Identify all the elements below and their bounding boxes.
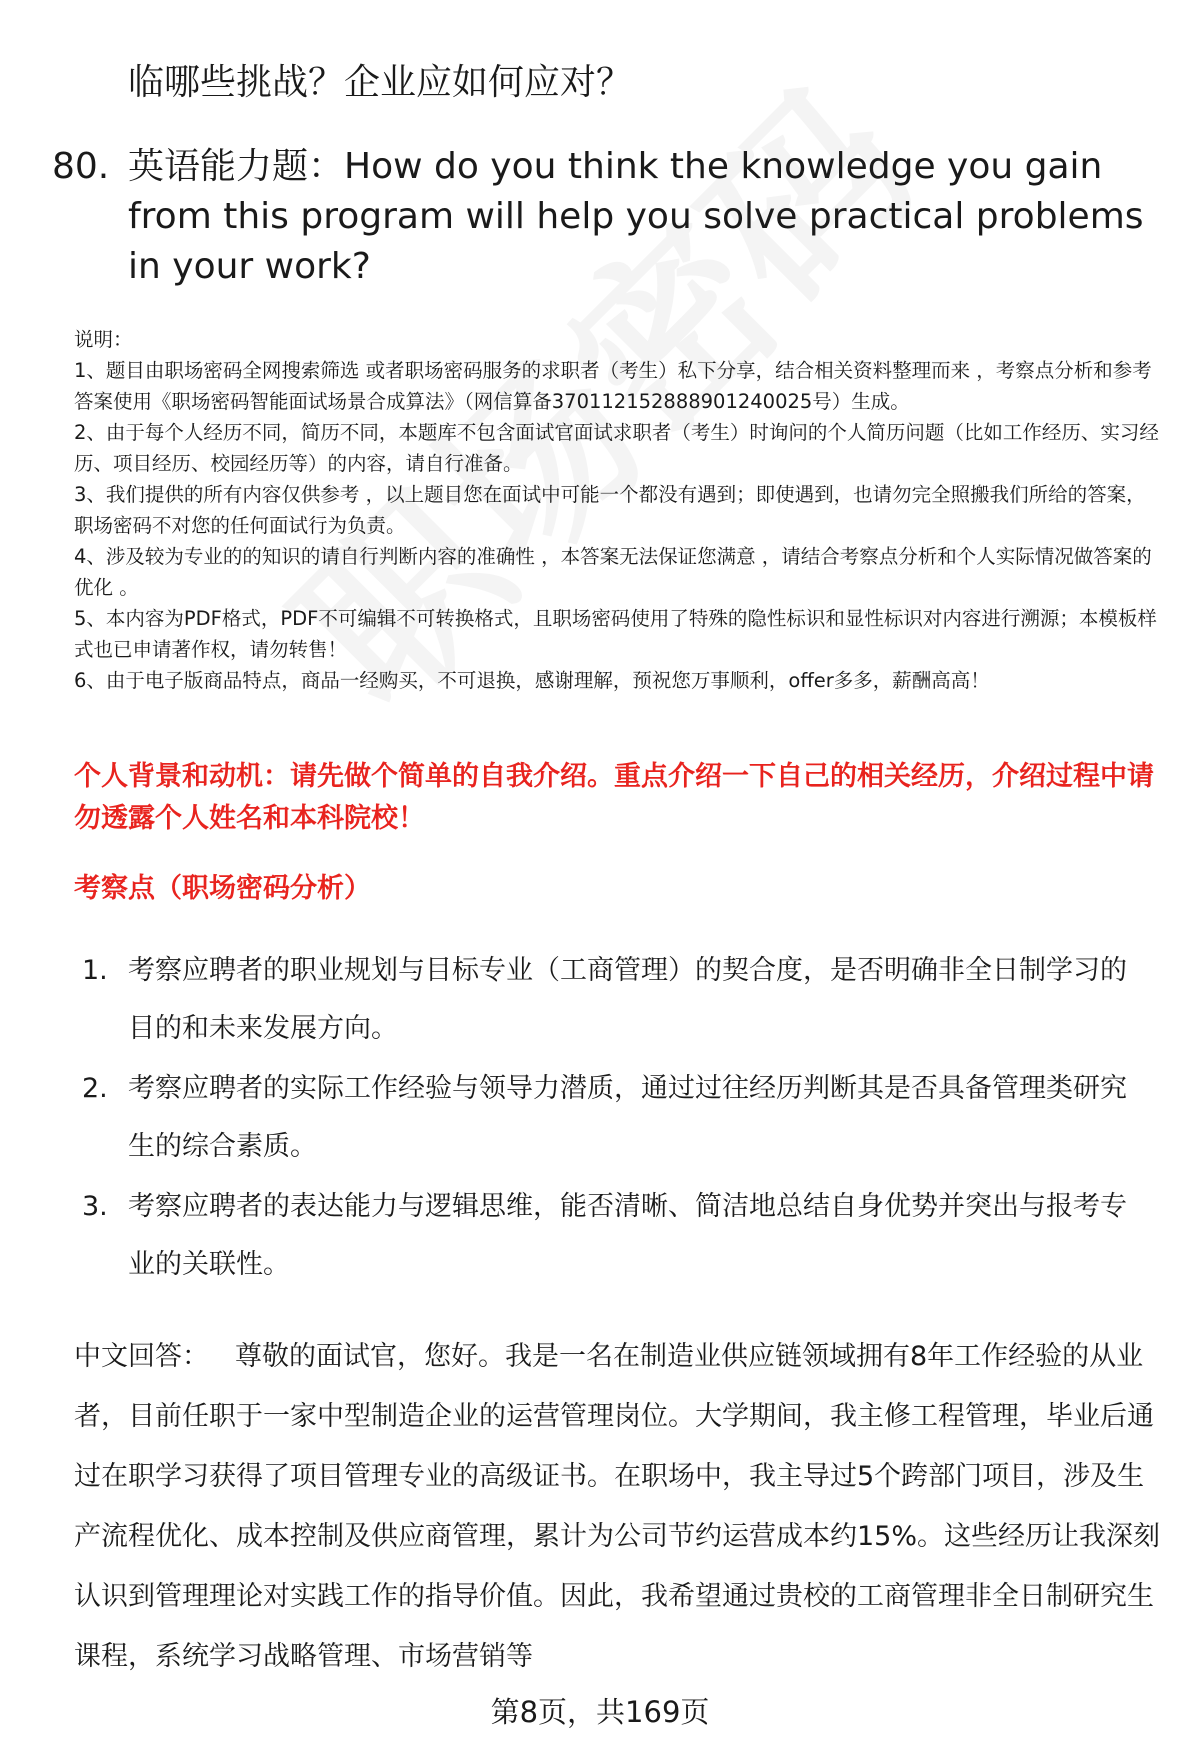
notes-section — [74, 324, 1164, 696]
list-item-text: 考察应聘者的表达能力与逻辑思维，能否清晰、简洁地总结自身优势并突出与报考专业的关联性。 — [128, 1191, 1127, 1280]
analysis-title: 考察点（职场密码分析） — [74, 873, 371, 904]
note-item: 3、我们提供的所有内容仅供参考 ，以上题目您在面试中可能一个都没有遇到；即使遇到，也请勿完全照搬我们所给的答案，职场密码不对您的任何面试行为负责。 — [74, 483, 1146, 537]
answer-label: 中文回答： — [74, 1341, 209, 1372]
answer-text: 尊敬的面试官，您好。我是一名在制造业供应链领域拥有8年工作经验的从业者，目前任职于一家中型制造企业的运营管理岗位。大学期间，我主修工程管理，毕业后通过在职学习获得了项目管理专业的高级证书。在职场中，我主导过5个跨部门项目，涉及生产流程优化、成本控制及供应商管理，累计为公司节约运营成本约15%。这些经历让我深刻认识到管理理论对实践工作的指导价值。因此，我希望通过贵校的工商管理非全日制研究生课程，系统学习战略管理、市场营销等 — [74, 1341, 1161, 1672]
question-number: 80. — [52, 146, 110, 187]
answer-section — [74, 1327, 1164, 1687]
note-item: 4、涉及较为专业的的知识的请自行判断内容的准确性 ，本答案无法保证您满意 ，请结合考察点分析和个人实际情况做答案的优化 。 — [74, 545, 1152, 599]
analysis-list — [82, 942, 1162, 1296]
list-item-text: 考察应聘者的实际工作经验与领导力潜质，通过过往经历判断其是否具备管理类研究生的综合素质。 — [128, 1073, 1127, 1162]
note-item: 6、由于电子版商品特点，商品一经购买，不可退换，感谢理解，预祝您万事顺利，offer多多，薪酬高高！ — [74, 669, 990, 692]
question-80 — [52, 142, 1162, 292]
list-item — [82, 1178, 1162, 1294]
question-text: 英语能力题：How do you think the knowledge you gain from this program will help you solve practical problems in your work? — [128, 146, 1144, 287]
note-item: 2、由于每个人经历不同，简历不同，本题库不包含面试官面试求职者（考生）时询问的个人简历问题（比如工作经历、实习经历、项目经历、校园经历等）的内容，请自行准备。 — [74, 421, 1159, 475]
background-question: 个人背景和动机：请先做个简单的自我介绍。重点介绍一下自己的相关经历，介绍过程中请勿透露个人姓名和本科院校！ — [74, 761, 1154, 834]
list-item-number: 1. — [82, 955, 108, 986]
question-continued: 临哪些挑战？企业应如何应对？ — [128, 62, 633, 103]
list-item-text: 考察应聘者的职业规划与目标专业（工商管理）的契合度，是否明确非全日制学习的目的和未来发展方向。 — [128, 955, 1127, 1044]
note-item: 1、题目由职场密码全网搜索筛选 或者职场密码服务的求职者（考生）私下分享，结合相关资料整理而来 ，考察点分析和参考答案使用《职场密码智能面试场景合成算法》（网信算备370112152888901240025号）生成。 — [74, 359, 1152, 413]
list-item-number: 3. — [82, 1191, 108, 1222]
list-item-number: 2. — [82, 1073, 108, 1104]
list-item — [82, 942, 1162, 1058]
page-footer: 第8页，共169页 — [490, 1695, 710, 1729]
list-item — [82, 1060, 1162, 1176]
note-item: 5、本内容为PDF格式，PDF不可编辑不可转换格式，且职场密码使用了特殊的隐性标识和显性标识对内容进行溯源；本模板样式也已申请著作权，请勿转售！ — [74, 607, 1157, 661]
notes-title: 说明： — [74, 328, 133, 351]
